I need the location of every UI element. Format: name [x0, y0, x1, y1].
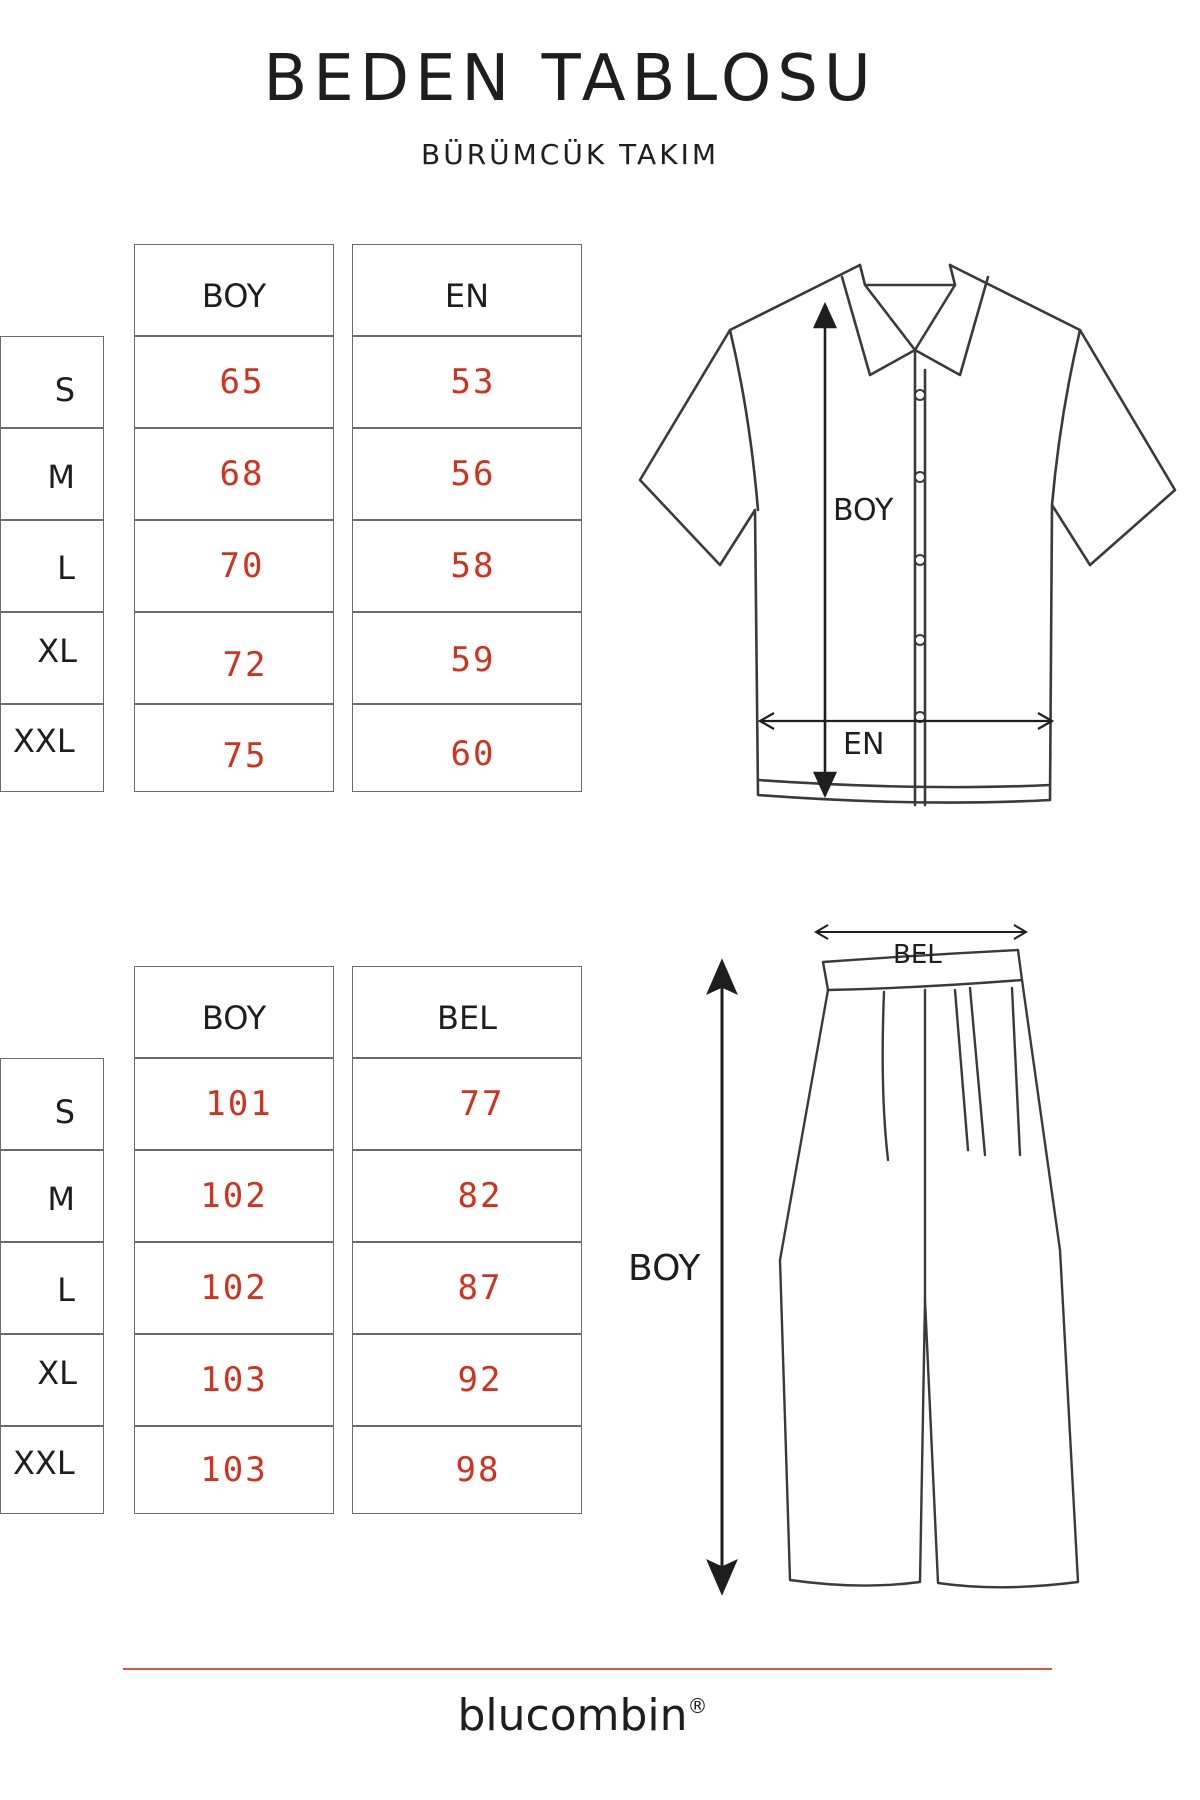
bottom-value-bel-xl: 92 [352, 1334, 582, 1426]
shirt-en-label: EN [843, 727, 885, 762]
bottom-value-bel-l: 87 [352, 1242, 582, 1334]
bottom-size-label-xxl: XXL [0, 1426, 104, 1514]
top-value-en-xxl: 60 [352, 704, 582, 792]
top-value-en-s: 53 [352, 336, 582, 428]
top-size-label-xxl: XXL [0, 704, 104, 792]
top-value-boy-s: 65 [134, 336, 334, 428]
pants-bel-label: BEL [893, 940, 942, 970]
pants-boy-label: BOY [628, 1248, 701, 1289]
bottom-value-boy-s: 101 [134, 1058, 334, 1150]
top-col-header-en: EN [352, 244, 582, 336]
bottom-size-label-s: S [0, 1058, 104, 1150]
top-value-en-l: 58 [352, 520, 582, 612]
bottom-value-bel-m: 82 [352, 1150, 582, 1242]
shirt-icon [620, 255, 1180, 815]
bottom-value-bel-xxl: 98 [352, 1426, 582, 1514]
top-value-boy-xxl: 75 [134, 704, 334, 792]
bottom-col-header-boy: BOY [134, 966, 334, 1058]
top-col-header-boy: BOY [134, 244, 334, 336]
bottom-size-label-xl: XL [0, 1334, 104, 1426]
bottom-value-boy-xl: 103 [134, 1334, 334, 1426]
bottom-size-label-m: M [0, 1150, 104, 1242]
top-value-en-xl: 59 [352, 612, 582, 704]
top-size-label-s: S [0, 336, 104, 428]
shirt-boy-label: BOY [833, 493, 894, 528]
bottom-value-boy-m: 102 [134, 1150, 334, 1242]
brand-name: blucombin [457, 1690, 688, 1741]
top-size-label-m: M [0, 428, 104, 520]
top-value-boy-l: 70 [134, 520, 334, 612]
top-size-label-xl: XL [0, 612, 104, 704]
bottom-value-bel-s: 77 [352, 1058, 582, 1150]
top-value-boy-xl: 72 [134, 612, 334, 704]
page-subtitle: BÜRÜMCÜK TAKIM [421, 138, 719, 171]
bottom-value-boy-l: 102 [134, 1242, 334, 1334]
brand-logo [0, 1690, 1165, 1741]
footer-divider [123, 1668, 1052, 1670]
top-size-label-l: L [0, 520, 104, 612]
top-value-en-m: 56 [352, 428, 582, 520]
bottom-col-header-bel: BEL [352, 966, 582, 1058]
bottom-value-boy-xxl: 103 [134, 1426, 334, 1514]
top-value-boy-m: 68 [134, 428, 334, 520]
registered-mark: ® [687, 1694, 708, 1718]
bottom-size-label-l: L [0, 1242, 104, 1334]
page-title: BEDEN TABLOSU [263, 42, 877, 116]
